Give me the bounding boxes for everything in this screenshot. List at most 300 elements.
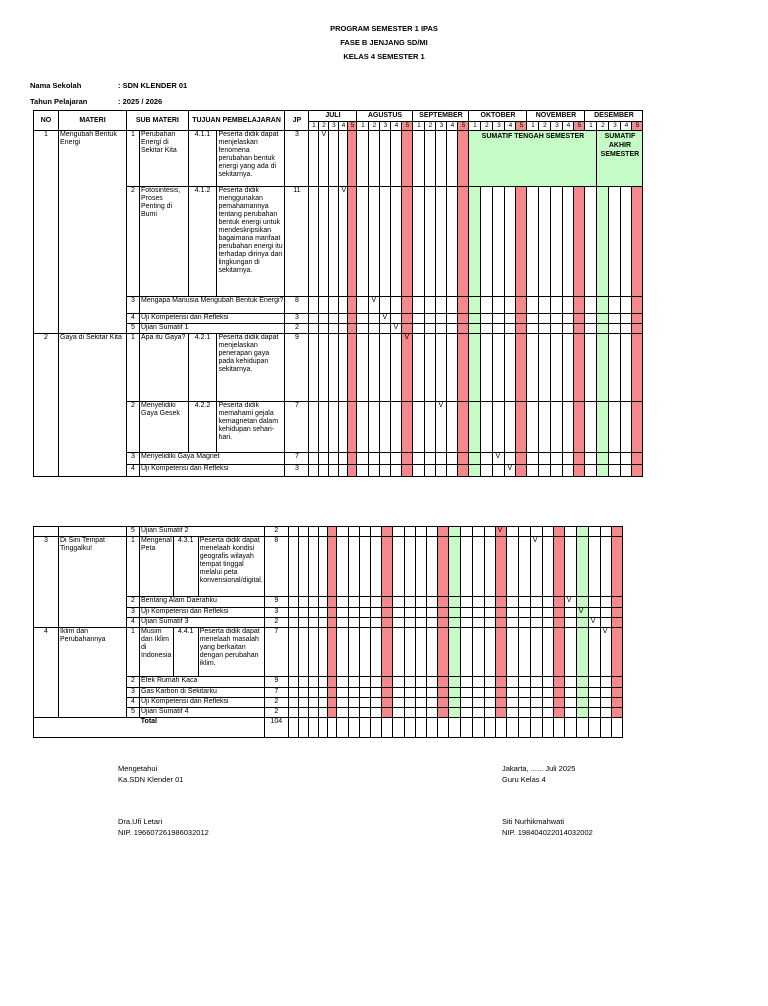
week-cell (611, 608, 622, 618)
week-cell (426, 597, 437, 608)
week-cell (425, 131, 436, 187)
row-no: 4 (34, 628, 59, 718)
week-cell (415, 718, 426, 738)
week-num: 3 (329, 122, 339, 131)
week-cell (308, 537, 318, 597)
week-num: 5 (458, 122, 469, 131)
week-cell (588, 698, 600, 708)
week-cell (564, 527, 576, 537)
row-materi: Iklim dan Perubahannya (59, 628, 127, 718)
week-cell (448, 698, 460, 708)
week-cell (381, 677, 392, 688)
week-cell (460, 688, 472, 698)
week-cell (402, 187, 413, 297)
week-cell (563, 314, 574, 324)
sub-no: 1 (127, 131, 140, 187)
week-cell (415, 527, 426, 537)
week-cell (506, 628, 518, 677)
sub-materi: Mengenal Peta (140, 537, 174, 597)
week-cell (506, 698, 518, 708)
week-cell (447, 187, 458, 297)
week-num: 1 (357, 122, 369, 131)
week-cell (564, 628, 576, 677)
week-cell (469, 297, 481, 314)
week-cell (404, 527, 415, 537)
week-cell (551, 324, 563, 334)
week-cell (448, 608, 460, 618)
week-cell (357, 324, 369, 334)
week-cell (437, 708, 448, 718)
week-cell (357, 465, 369, 477)
week-cell (381, 527, 392, 537)
week-cell (576, 718, 588, 738)
schedule-mark: V (436, 402, 447, 453)
row-materi: Gaya di Sekitar Kita (59, 334, 127, 477)
jp-value: 3 (264, 608, 288, 618)
week-cell (288, 688, 298, 698)
week-cell (329, 324, 339, 334)
week-cell (348, 402, 357, 453)
sub-no: 3 (127, 297, 140, 314)
week-cell (426, 537, 437, 597)
week-cell (359, 608, 370, 618)
signature-left (118, 763, 209, 838)
week-cell (447, 453, 458, 465)
week-cell (585, 453, 597, 465)
week-cell (611, 688, 622, 698)
sub-materi: Uji Kompetensi dan Refleksi (140, 608, 265, 618)
sub-materi: Ujian Sumatif 3 (140, 618, 265, 628)
week-cell (576, 677, 588, 688)
jp-value: 3 (285, 131, 309, 187)
week-cell (460, 718, 472, 738)
sub-no: 3 (127, 453, 140, 465)
col-tujuan: TUJUAN PEMBELAJARAN (188, 111, 285, 131)
week-cell (574, 334, 585, 402)
week-cell (530, 628, 542, 677)
week-cell (576, 618, 588, 628)
week-cell (506, 527, 518, 537)
signature-right (502, 763, 593, 838)
jp-value: 7 (264, 688, 288, 698)
schedule-mark: V (495, 527, 506, 537)
week-cell (392, 597, 404, 608)
week-cell (539, 402, 551, 453)
week-num: 4 (339, 122, 348, 131)
week-cell (551, 314, 563, 324)
week-cell (574, 465, 585, 477)
week-cell (530, 708, 542, 718)
week-cell (632, 453, 643, 465)
week-cell (530, 688, 542, 698)
month-3: OKTOBER (469, 111, 527, 122)
week-cell (621, 465, 632, 477)
week-cell (381, 718, 392, 738)
school-label: Nama Sekolah (30, 81, 82, 90)
week-cell (527, 187, 539, 297)
jp-value: 8 (264, 537, 288, 597)
month-2: SEPTEMBER (413, 111, 469, 122)
schedule-mark: V (600, 628, 611, 677)
week-cell (369, 465, 380, 477)
jp-value: 9 (285, 334, 309, 402)
week-cell (516, 465, 527, 477)
week-cell (597, 314, 609, 324)
week-cell (327, 628, 336, 677)
week-num: 1 (413, 122, 425, 131)
week-cell (597, 334, 609, 402)
row-no: 3 (34, 537, 59, 628)
week-cell (402, 314, 413, 324)
week-cell (370, 608, 381, 618)
week-cell (458, 314, 469, 324)
week-cell (588, 677, 600, 688)
week-cell (402, 131, 413, 187)
week-cell (437, 688, 448, 698)
week-num: 5 (516, 122, 527, 131)
week-cell (505, 324, 516, 334)
week-cell (542, 677, 553, 688)
week-cell (319, 314, 329, 324)
week-cell (309, 465, 319, 477)
week-cell (308, 677, 318, 688)
jp-value: 9 (264, 597, 288, 608)
week-cell (563, 465, 574, 477)
week-cell (318, 537, 327, 597)
week-cell (448, 677, 460, 688)
teacher-nip: NIP. 198404022014032002 (502, 828, 593, 837)
week-cell (597, 465, 609, 477)
tp-text: Peserta didik dapat menjelaskan penerapan gaya pada kehidupan sekitarnya. (217, 334, 285, 402)
week-cell (437, 618, 448, 628)
week-num: 2 (539, 122, 551, 131)
week-cell (329, 297, 339, 314)
table-row (34, 628, 623, 677)
week-cell (576, 537, 588, 597)
week-cell (530, 597, 542, 608)
sub-materi: Menyelidiki Gaya Gesek (140, 402, 189, 453)
week-cell (527, 297, 539, 314)
week-cell (542, 718, 553, 738)
week-cell (426, 698, 437, 708)
week-cell (437, 698, 448, 708)
school-value: : SDN KLENDER 01 (118, 81, 188, 90)
week-cell (413, 453, 425, 465)
week-cell (493, 402, 505, 453)
week-cell (369, 453, 380, 465)
week-cell (576, 698, 588, 708)
week-cell (319, 402, 329, 453)
tp-code: 4.1.2 (188, 187, 217, 297)
week-cell (327, 597, 336, 608)
week-cell (632, 324, 643, 334)
week-cell (495, 718, 506, 738)
total-value: 104 (264, 718, 288, 738)
week-cell (426, 708, 437, 718)
week-cell (472, 608, 484, 618)
week-cell (425, 334, 436, 402)
sub-no: 1 (127, 628, 140, 677)
week-cell (506, 708, 518, 718)
week-cell (336, 597, 348, 608)
week-num: 5 (632, 122, 643, 131)
week-cell (600, 597, 611, 608)
week-cell (391, 131, 402, 187)
week-cell (542, 537, 553, 597)
week-cell (447, 324, 458, 334)
week-cell (505, 297, 516, 314)
sub-materi: Efek Rumah Kaca (140, 677, 265, 688)
week-cell (288, 698, 298, 708)
week-cell (348, 628, 359, 677)
week-cell (327, 618, 336, 628)
week-cell (472, 718, 484, 738)
principal-nip: NIP. 196607261986032012 (118, 828, 209, 837)
sub-no: 2 (127, 402, 140, 453)
jp-value: 3 (285, 465, 309, 477)
week-cell (539, 324, 551, 334)
week-cell (348, 537, 359, 597)
week-cell (493, 334, 505, 402)
week-cell (481, 314, 493, 324)
week-cell (553, 628, 564, 677)
week-cell (564, 688, 576, 698)
week-cell (472, 677, 484, 688)
sub-no: 1 (127, 537, 140, 597)
week-cell (288, 597, 298, 608)
week-cell (460, 708, 472, 718)
week-cell (600, 718, 611, 738)
schedule-mark: V (564, 597, 576, 608)
week-cell (336, 718, 348, 738)
week-cell (369, 314, 380, 324)
week-cell (369, 131, 380, 187)
week-cell (576, 688, 588, 698)
schedule-mark: V (369, 297, 380, 314)
week-cell (484, 608, 495, 618)
week-cell (336, 677, 348, 688)
week-cell (518, 628, 530, 677)
week-cell (329, 465, 339, 477)
week-cell (600, 677, 611, 688)
week-cell (336, 708, 348, 718)
week-cell (425, 402, 436, 453)
week-cell (415, 708, 426, 718)
jp-value: 2 (264, 618, 288, 628)
week-cell (458, 453, 469, 465)
week-cell (460, 608, 472, 618)
week-cell (472, 597, 484, 608)
week-cell (542, 608, 553, 618)
week-cell (469, 324, 481, 334)
week-cell (588, 628, 600, 677)
week-cell (318, 527, 327, 537)
week-cell (413, 314, 425, 324)
week-cell (369, 324, 380, 334)
week-cell (370, 537, 381, 597)
week-cell (298, 698, 308, 708)
week-cell (327, 718, 336, 738)
week-cell (484, 618, 495, 628)
tp-text: Peserta didik memahami gejala kemagnetan dalam kehidupan sehari-hari. (217, 402, 285, 453)
week-cell (348, 465, 357, 477)
week-cell (392, 537, 404, 597)
week-num: 1 (469, 122, 481, 131)
week-cell (413, 324, 425, 334)
week-cell (600, 527, 611, 537)
week-cell (413, 131, 425, 187)
week-cell (539, 314, 551, 324)
week-cell (436, 465, 447, 477)
week-cell (298, 597, 308, 608)
week-cell (319, 324, 329, 334)
week-cell (381, 618, 392, 628)
week-cell (469, 187, 481, 297)
week-cell (448, 708, 460, 718)
week-cell (574, 297, 585, 314)
week-cell (392, 608, 404, 618)
week-cell (327, 537, 336, 597)
schedule-mark: V (505, 465, 516, 477)
week-cell (553, 608, 564, 618)
week-cell (611, 718, 622, 738)
week-cell (339, 402, 348, 453)
week-cell (518, 698, 530, 708)
month-1: AGUSTUS (357, 111, 413, 122)
jp-value: 11 (285, 187, 309, 297)
teacher-name: Siti Nurhikmahwati (502, 817, 565, 826)
week-cell (436, 131, 447, 187)
week-cell (339, 334, 348, 402)
week-cell (448, 618, 460, 628)
week-cell (415, 537, 426, 597)
week-cell (495, 698, 506, 708)
sub-no: 4 (127, 465, 140, 477)
doc-phase: FASE B JENJANG SD/MI (340, 38, 428, 47)
week-cell (574, 324, 585, 334)
week-cell (518, 708, 530, 718)
week-cell (632, 465, 643, 477)
week-cell (426, 677, 437, 688)
week-cell (380, 297, 391, 314)
week-num: 1 (309, 122, 319, 131)
week-cell (585, 187, 597, 297)
schedule-mark: V (576, 608, 588, 618)
week-cell (447, 465, 458, 477)
week-cell (481, 324, 493, 334)
week-cell (336, 537, 348, 597)
week-cell (609, 334, 621, 402)
week-cell (611, 597, 622, 608)
week-num: 4 (621, 122, 632, 131)
week-cell (551, 187, 563, 297)
week-cell (415, 688, 426, 698)
week-cell (415, 698, 426, 708)
schedule-mark: V (530, 537, 542, 597)
total-row (34, 718, 623, 738)
row-materi: Di Sini Tempat Tinggalku! (59, 537, 127, 628)
jp-value: 7 (285, 402, 309, 453)
week-cell (402, 297, 413, 314)
mid-semester-summative: SUMATIF TENGAH SEMESTER (469, 131, 597, 187)
week-cell (518, 677, 530, 688)
week-cell (585, 324, 597, 334)
week-num: 3 (436, 122, 447, 131)
sub-no: 4 (127, 314, 140, 324)
week-cell (621, 297, 632, 314)
week-cell (391, 334, 402, 402)
week-cell (458, 324, 469, 334)
week-cell (339, 131, 348, 187)
sub-materi: Ujian Sumatif 4 (140, 708, 265, 718)
week-cell (632, 297, 643, 314)
week-cell (516, 324, 527, 334)
week-cell (318, 698, 327, 708)
week-cell (370, 677, 381, 688)
week-cell (357, 453, 369, 465)
week-cell (298, 527, 308, 537)
week-cell (348, 677, 359, 688)
week-cell (380, 334, 391, 402)
week-cell (632, 402, 643, 453)
week-cell (298, 718, 308, 738)
week-cell (563, 334, 574, 402)
week-cell (288, 708, 298, 718)
week-cell (458, 131, 469, 187)
acknowledge-label: Mengetahui (118, 764, 158, 773)
sub-no: 2 (127, 677, 140, 688)
week-cell (392, 698, 404, 708)
week-cell (493, 187, 505, 297)
week-cell (318, 628, 327, 677)
week-cell (611, 628, 622, 677)
week-cell (436, 334, 447, 402)
week-cell (327, 527, 336, 537)
week-cell (380, 453, 391, 465)
week-cell (329, 334, 339, 402)
week-num: 5 (402, 122, 413, 131)
week-cell (484, 708, 495, 718)
week-cell (448, 597, 460, 608)
week-cell (336, 608, 348, 618)
schedule-mark: V (402, 334, 413, 402)
week-cell (551, 334, 563, 402)
week-cell (381, 537, 392, 597)
jp-value: 3 (285, 314, 309, 324)
week-cell (518, 608, 530, 618)
week-cell (319, 297, 329, 314)
sub-materi: Apa itu Gaya? (140, 334, 189, 402)
week-cell (574, 187, 585, 297)
week-cell (308, 618, 318, 628)
week-cell (564, 698, 576, 708)
week-cell (448, 537, 460, 597)
week-cell (380, 402, 391, 453)
week-cell (621, 314, 632, 324)
table-row (34, 537, 623, 597)
week-cell (518, 618, 530, 628)
week-num: 3 (493, 122, 505, 131)
week-cell (495, 688, 506, 698)
sub-materi: Fotosintesis, Proses Penting di Bumi (140, 187, 189, 297)
week-num: 2 (369, 122, 380, 131)
week-cell (448, 688, 460, 698)
week-cell (447, 334, 458, 402)
week-cell (437, 628, 448, 677)
week-cell (542, 527, 553, 537)
week-cell (576, 708, 588, 718)
week-cell (600, 698, 611, 708)
